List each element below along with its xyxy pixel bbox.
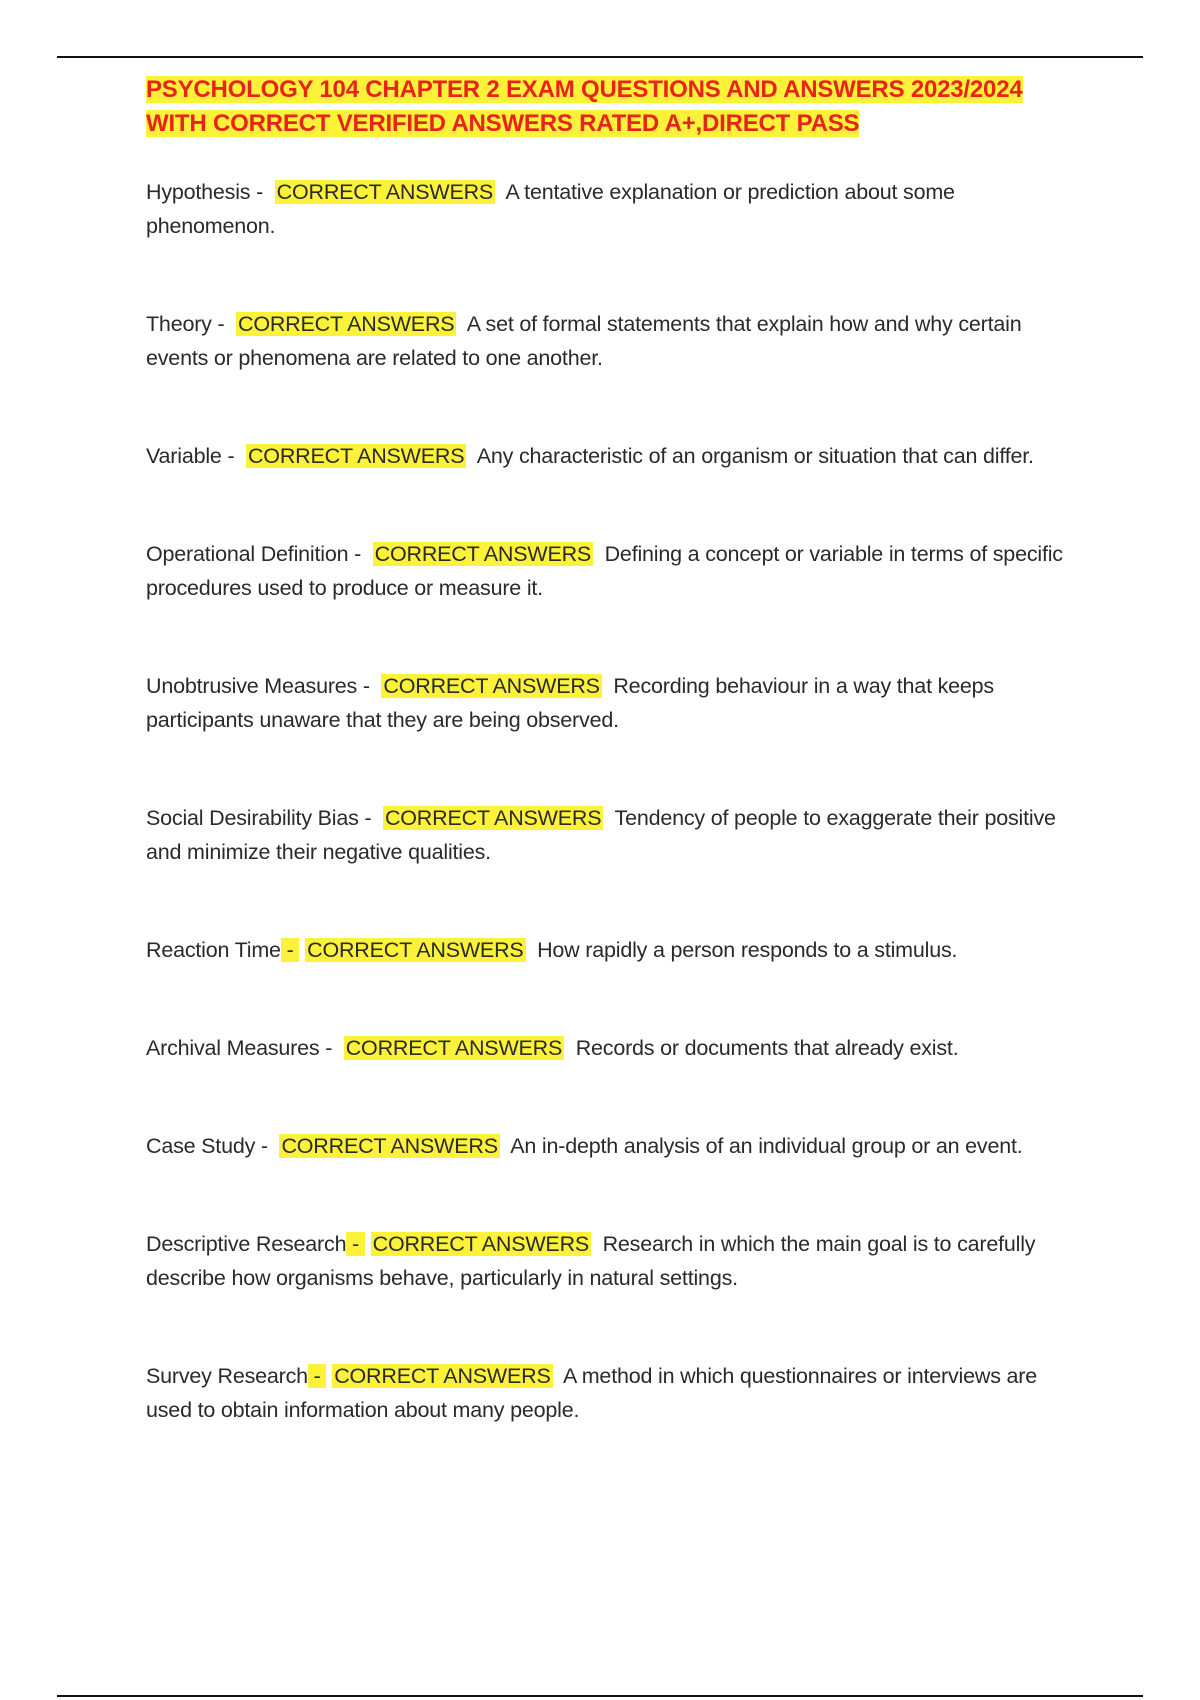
title-line-2: WITH CORRECT VERIFIED ANSWERS RATED A+,DIRECT PASS: [146, 110, 860, 137]
entry-term: Hypothesis: [146, 180, 251, 204]
entry-social-desirability-bias: Social Desirability Bias - CORRECT ANSWERS Tendency of people to exaggerate their positive and minimize their negative qualities.: [146, 806, 1056, 864]
entry-term: Variable: [146, 444, 222, 468]
document-body: [146, 73, 1076, 1427]
entry-term: Archival Measures: [146, 1036, 320, 1060]
entry-operational-definition: Operational Definition - CORRECT ANSWERS Defining a concept or variable in terms of specific procedures used to produce or measure it.: [146, 542, 1063, 600]
entry-definition: Tendency of people to exaggerate their positive and minimize their negative qualities.: [146, 806, 1056, 864]
entry-term: Case Study: [146, 1134, 256, 1158]
entry-term: Reaction Time: [146, 938, 281, 962]
entry-variable: Variable - CORRECT ANSWERS Any characteristic of an organism or situation that can differ.: [146, 444, 1034, 468]
bottom-rule: [57, 1695, 1143, 1697]
entry-definition: A tentative explanation or prediction about some phenomenon.: [146, 180, 955, 238]
entry-theory: Theory - CORRECT ANSWERS A set of formal statements that explain how and why certain events or phenomena are related to one another.: [146, 312, 1022, 370]
correct-answers-badge: CORRECT ANSWERS: [372, 1232, 590, 1256]
entry-definition: Recording behaviour in a way that keeps participants unaware that they are being observed.: [146, 674, 994, 732]
entry-reaction-time: [146, 933, 1076, 967]
entry-term: Unobtrusive Measures: [146, 674, 358, 698]
entry-definition: Defining a concept or variable in terms of specific procedures used to produce or measure it.: [146, 542, 1063, 600]
entry-survey-research: [146, 1359, 1076, 1427]
correct-answers-badge: CORRECT ANSWERS: [374, 542, 592, 566]
entry-hypothesis: Hypothesis - CORRECT ANSWERS A tentative explanation or prediction about some phenomenon.: [146, 180, 955, 238]
entry-term: Survey Research: [146, 1364, 308, 1388]
entry-term: Theory: [146, 312, 212, 336]
title-line-1: PSYCHOLOGY 104 CHAPTER 2 EXAM QUESTIONS AND ANSWERS 2023/2024: [146, 76, 1023, 103]
document-title: [146, 73, 1076, 141]
highlighted-dash: -: [346, 1232, 365, 1256]
correct-answers-badge: CORRECT ANSWERS: [334, 1364, 551, 1388]
entry-descriptive-research: [146, 1227, 1076, 1295]
entry-term: Operational Definition: [146, 542, 349, 566]
entry-definition: An in-depth analysis of an individual group or an event.: [510, 1134, 1023, 1158]
entry-unobtrusive-measures: Unobtrusive Measures - CORRECT ANSWERS Recording behaviour in a way that keeps participants unaware that they are being observed.: [146, 674, 994, 732]
correct-answers-badge: CORRECT ANSWERS: [281, 1134, 498, 1158]
entry-definition: How rapidly a person responds to a stimulus.: [537, 938, 958, 962]
correct-answers-badge: CORRECT ANSWERS: [384, 806, 602, 830]
entry-definition: A method in which questionnaires or interviews are used to obtain information about many people.: [146, 1364, 1038, 1422]
entry-archival-measures: Archival Measures - CORRECT ANSWERS Records or documents that already exist.: [146, 1036, 959, 1060]
entry-term: Descriptive Research: [146, 1232, 347, 1256]
correct-answers-badge: CORRECT ANSWERS: [307, 938, 524, 962]
top-rule: [57, 56, 1143, 58]
highlighted-dash: -: [307, 1364, 327, 1388]
entry-term: Social Desirability Bias: [146, 806, 359, 830]
entry-case-study: Case Study - CORRECT ANSWERS An in-depth analysis of an individual group or an event.: [146, 1134, 1023, 1158]
entry-definition: Research in which the main goal is to carefully describe how organisms behave, particularly in natural settings.: [146, 1232, 1036, 1290]
correct-answers-badge: CORRECT ANSWERS: [247, 444, 465, 468]
highlighted-dash: -: [280, 938, 300, 962]
entry-definition: Records or documents that already exist.: [575, 1036, 959, 1060]
correct-answers-badge: CORRECT ANSWERS: [238, 312, 455, 336]
correct-answers-badge: CORRECT ANSWERS: [383, 674, 600, 698]
entry-definition: Any characteristic of an organism or situation that can differ.: [476, 444, 1034, 468]
correct-answers-badge: CORRECT ANSWERS: [345, 1036, 563, 1060]
entry-definition: A set of formal statements that explain how and why certain events or phenomena are related to one another.: [146, 312, 1022, 370]
correct-answers-badge: CORRECT ANSWERS: [276, 180, 494, 204]
